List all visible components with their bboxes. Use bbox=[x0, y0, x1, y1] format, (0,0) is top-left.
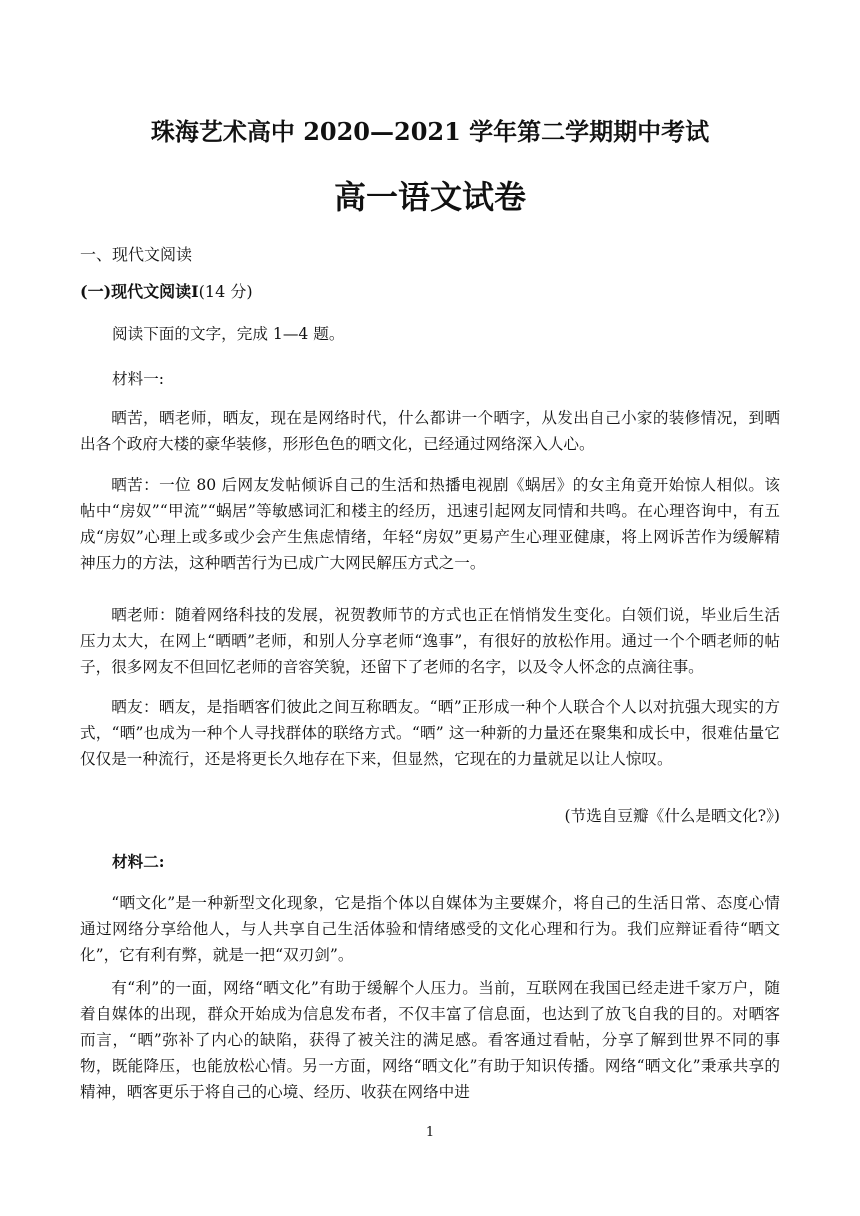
subsection-heading bbox=[80, 279, 253, 302]
exam-title: 珠海艺术高中 2020—2021 学年第二学期期中考试 bbox=[150, 117, 710, 146]
material2-paragraph: 有“利”的一面，网络“晒文化”有助于缓解个人压力。当前，互联网在我国已经走进千家万户，随着自媒体的出现，群众开始成为信息发布者，不仅丰富了信息面，也达到了放飞自我的目的。对晒客而言，“晒”弥补了内心的缺陷，获得了被关注的满足感。看客通过看帖，分享了解到世界不同的事物，既能降压，也能放松心情。另一方面，网络“晒文化”有助于知识传播。网络“晒文化”秉承共享的精神，晒客更乐于将自己的心境、经历、收获在网络中进 bbox=[80, 979, 780, 1101]
subsection-label: (一)现代文阅读Ⅰ bbox=[80, 282, 199, 301]
subsection-score: (14 分) bbox=[198, 282, 253, 301]
material1-paragraph: 晒苦，晒老师，晒友，现在是网络时代，什么都讲一个晒字，从发出自己小家的装修情况，到晒出各个政府大楼的豪华装修，形形色色的晒文化，已经通过网络深入人心。 bbox=[80, 409, 780, 453]
material1-source: (节选自豆瓣《什么是晒文化?》) bbox=[564, 807, 780, 825]
paper-title: 高一语文试卷 bbox=[333, 178, 526, 216]
page-number: 1 bbox=[425, 1125, 435, 1140]
section-heading: 一、现代文阅读 bbox=[80, 245, 193, 264]
material1-paragraph: 晒老师：随着网络科技的发展，祝贺教师节的方式也正在悄悄发生变化。白领们说，毕业后生活压力太大，在网上“晒晒”老师，和别人分享老师“逸事”，有很好的放松作用。通过一个个晒老师的帖子，很多网友不但回忆老师的音容笑貌，还留下了老师的名字，以及令人怀念的点滴往事。 bbox=[80, 606, 780, 676]
instruction-text: 阅读下面的文字，完成 1—4 题。 bbox=[112, 325, 345, 343]
material2-paragraph: “晒文化”是一种新型文化现象，它是指个体以自媒体为主要媒介，将自己的生活日常、态度心情通过网络分享给他人，与人共享自己生活体验和情绪感受的文化心理和行为。我们应辩证看待“晒文化”，它有利有弊，就是一把“双刃剑”。 bbox=[80, 894, 780, 964]
material1-paragraph: 晒苦：一位 80 后网友发帖倾诉自己的生活和热播电视剧《蜗居》的女主角竟开始惊人相似。该帖中“房奴”“甲流”“蜗居”等敏感词汇和楼主的经历，迅速引起网友同情和共鸣。在心理咨询中，有五成“房奴”心理上或多或少会产生焦虑情绪，年轻“房奴”更易产生心理亚健康，将上网诉苦作为缓解精神压力的方法，这种晒苦行为已成广大网民解压方式之一。 bbox=[80, 476, 780, 572]
material2-label: 材料二: bbox=[112, 852, 165, 871]
material1-label: 材料一: bbox=[112, 370, 165, 388]
material1-paragraph: 晒友：晒友，是指晒客们彼此之间互称晒友。“晒”正形成一种个人联合个人以对抗强大现实的方式，“晒”也成为一种个人寻找群体的联络方式。“晒” 这一种新的力量还在聚集和成长中，很难估量它仅仅是一种流行，还是将更长久地存在下来，但显然，它现在的力量就足以让人惊叹。 bbox=[80, 698, 780, 768]
